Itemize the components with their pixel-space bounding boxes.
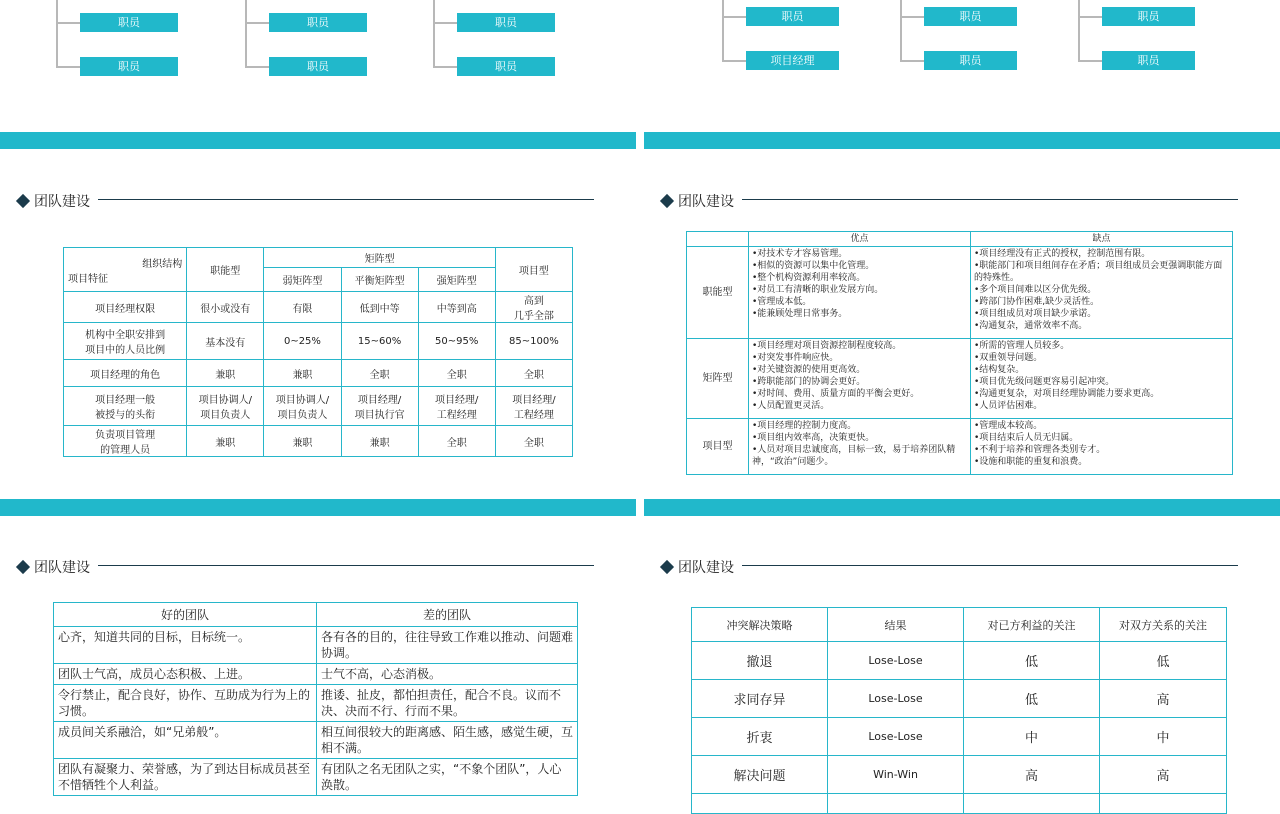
cons-item: •双重领导问题。 bbox=[974, 353, 1043, 363]
row-label-line: 项目经理的角色 bbox=[90, 369, 161, 381]
table-cell: 全职 bbox=[495, 426, 572, 457]
table-row bbox=[687, 419, 1233, 475]
row-type-cell: 职能型 bbox=[687, 247, 749, 339]
diamond-bullet-icon bbox=[16, 560, 30, 574]
pros-item: •能兼顾处理日常事务。 bbox=[752, 309, 848, 319]
row-label-line: 项目中的人员比例 bbox=[85, 345, 166, 356]
header-project: 项目型 bbox=[495, 248, 572, 292]
cons-item: •职能部门和项目组间存在矛盾；项目组成员会更强调职能方面的特殊性。 bbox=[974, 261, 1223, 283]
table-cell: 项目经理/ 工程经理 bbox=[495, 387, 572, 426]
connector-line bbox=[433, 0, 435, 68]
table-cell: 全职 bbox=[341, 360, 418, 387]
table-cell: 低到中等 bbox=[341, 292, 418, 323]
connector-line bbox=[722, 60, 746, 62]
section-title: 团队建设 bbox=[34, 560, 90, 576]
row-label-cell bbox=[64, 387, 187, 426]
row-label-line: 负责项目管理 bbox=[95, 430, 156, 441]
connector-line bbox=[433, 22, 457, 24]
table-cell bbox=[1100, 794, 1227, 814]
cons-item: •所需的管理人员较多。 bbox=[974, 341, 1070, 351]
cons-item: •沟通复杂，通常效率不高。 bbox=[974, 321, 1088, 331]
table-row bbox=[687, 247, 1233, 339]
table-cell: 撤退 bbox=[692, 642, 828, 680]
table-cell: Lose-Lose bbox=[828, 680, 964, 718]
table-cell: 全职 bbox=[495, 360, 572, 387]
table-cell: 兼职 bbox=[264, 360, 341, 387]
corner-bottom-label: 项目特征 bbox=[68, 273, 108, 285]
header-weak-matrix: 弱矩阵型 bbox=[264, 268, 341, 292]
good-team-cell: 成员间关系融洽，如“兄弟般”。 bbox=[54, 722, 317, 759]
table-row bbox=[64, 360, 573, 387]
table-cell: 兼职 bbox=[187, 360, 264, 387]
table-cell: 中等到高 bbox=[418, 292, 495, 323]
cons-item: •设施和职能的重复和浪费。 bbox=[974, 457, 1088, 467]
table-row bbox=[692, 794, 1227, 814]
table-row bbox=[64, 426, 573, 457]
pros-item: •相似的资源可以集中化管理。 bbox=[752, 261, 875, 271]
table-row bbox=[692, 756, 1227, 794]
slide-footer-band bbox=[0, 132, 636, 149]
cons-cell bbox=[971, 247, 1233, 339]
table-cell: 兼职 bbox=[341, 426, 418, 457]
table-row bbox=[64, 292, 573, 323]
org-box-staff: 职员 bbox=[1102, 7, 1195, 26]
table-cell: 低 bbox=[964, 680, 1100, 718]
table-cell: 全职 bbox=[418, 360, 495, 387]
row-label-cell bbox=[64, 360, 187, 387]
connector-line bbox=[1078, 60, 1102, 62]
header-bad-team: 差的团队 bbox=[317, 603, 578, 627]
good-vs-bad-team-table bbox=[53, 602, 578, 796]
table-cell: 解决问题 bbox=[692, 756, 828, 794]
table-cell: 基本没有 bbox=[187, 323, 264, 360]
connector-line bbox=[433, 66, 457, 68]
heading-rule bbox=[742, 199, 1238, 200]
cons-item: •不利于培养和管理各类别专才。 bbox=[974, 445, 1106, 455]
org-box-staff: 职员 bbox=[746, 7, 839, 26]
table-cell: 85~100% bbox=[495, 323, 572, 360]
table-row bbox=[692, 718, 1227, 756]
table-cell: 全职 bbox=[418, 426, 495, 457]
section-title: 团队建设 bbox=[34, 194, 90, 210]
bad-team-cell: 有团队之名无团队之实，“不象个团队”，人心涣散。 bbox=[317, 759, 578, 796]
good-team-cell: 令行禁止，配合良好，协作、互助成为行为上的习惯。 bbox=[54, 685, 317, 722]
header-strategy: 冲突解决策略 bbox=[692, 608, 828, 642]
pros-item: •跨职能部门的协调会更好。 bbox=[752, 377, 866, 387]
org-box-staff: 职员 bbox=[269, 57, 367, 76]
connector-line bbox=[900, 16, 924, 18]
diamond-bullet-icon bbox=[660, 194, 674, 208]
table-row bbox=[64, 323, 573, 360]
table-row bbox=[54, 759, 578, 796]
table-cell: 项目协调人/ 项目负责人 bbox=[264, 387, 341, 426]
table-cell: 很小或没有 bbox=[187, 292, 264, 323]
section-heading bbox=[660, 191, 734, 211]
pros-item: •项目经理对项目资源控制程度较高。 bbox=[752, 341, 902, 351]
row-label-cell bbox=[64, 292, 187, 323]
table-row bbox=[692, 642, 1227, 680]
header-pros: 优点 bbox=[749, 232, 971, 247]
header-matrix: 矩阵型 bbox=[264, 248, 495, 268]
cons-item: •项目结束后人员无归属。 bbox=[974, 433, 1079, 443]
table-cell: Win-Win bbox=[828, 756, 964, 794]
pros-item: •对员工有清晰的职业发展方向。 bbox=[752, 285, 884, 295]
org-box-staff: 职员 bbox=[924, 7, 1017, 26]
section-title: 团队建设 bbox=[678, 194, 734, 210]
table-cell: Lose-Lose bbox=[828, 718, 964, 756]
table-cell: 高到 几乎全部 bbox=[495, 292, 572, 323]
connector-line bbox=[900, 60, 924, 62]
connector-line bbox=[1078, 16, 1102, 18]
pros-item: •项目经理的控制力度高。 bbox=[752, 421, 857, 431]
cons-item: •管理成本较高。 bbox=[974, 421, 1043, 431]
cons-item: •人员评估困难。 bbox=[974, 401, 1043, 411]
org-box-staff: 职员 bbox=[80, 13, 178, 32]
pros-cons-table bbox=[686, 231, 1233, 475]
connector-line bbox=[1078, 0, 1080, 62]
bad-team-cell: 各有各的目的，往往导致工作难以推动、问题难协调。 bbox=[317, 627, 578, 664]
cons-item: •跨部门协作困难,缺少灵活性。 bbox=[974, 297, 1100, 307]
header-balanced-matrix: 平衡矩阵型 bbox=[341, 268, 418, 292]
row-type-cell: 项目型 bbox=[687, 419, 749, 475]
section-heading bbox=[16, 191, 90, 211]
pros-item: •人员对项目忠诚度高，目标一致，易于培养团队精神，“政治”问题少。 bbox=[752, 445, 956, 467]
connector-line bbox=[56, 0, 58, 68]
cons-cell bbox=[971, 419, 1233, 475]
pros-cell bbox=[749, 419, 971, 475]
table-cell: 项目经理/ 工程经理 bbox=[418, 387, 495, 426]
heading-rule bbox=[98, 199, 594, 200]
connector-line bbox=[245, 22, 269, 24]
bad-team-cell: 推诿、扯皮，都怕担责任，配合不良。议而不决、决而不行、行而不果。 bbox=[317, 685, 578, 722]
table-row bbox=[64, 387, 573, 426]
connector-line bbox=[245, 66, 269, 68]
header-own-interest: 对已方利益的关注 bbox=[964, 608, 1100, 642]
table-row bbox=[54, 685, 578, 722]
good-team-cell: 团队有凝聚力、荣誉感，为了到达目标成员甚至不惜牺牲个人利益。 bbox=[54, 759, 317, 796]
org-box-staff: 职员 bbox=[80, 57, 178, 76]
header-functional: 职能型 bbox=[187, 248, 264, 292]
row-label-line: 项目经理权限 bbox=[95, 303, 156, 315]
table-cell bbox=[692, 794, 828, 814]
cons-item: •多个项目间难以区分优先级。 bbox=[974, 285, 1097, 295]
table-cell: 项目协调人/ 项目负责人 bbox=[187, 387, 264, 426]
org-box-staff: 职员 bbox=[924, 51, 1017, 70]
row-label-line: 项目经理一般 bbox=[95, 395, 156, 406]
row-label-line: 的管理人员 bbox=[100, 445, 151, 456]
section-heading bbox=[16, 557, 90, 577]
cons-item: •结构复杂。 bbox=[974, 365, 1025, 375]
slide-footer-band bbox=[644, 132, 1280, 149]
row-label-line: 被授与的头衔 bbox=[95, 410, 156, 421]
connector-line bbox=[722, 16, 746, 18]
table-cell: 高 bbox=[964, 756, 1100, 794]
connector-line bbox=[722, 0, 724, 62]
header-good-team: 好的团队 bbox=[54, 603, 317, 627]
pros-item: •管理成本低。 bbox=[752, 297, 812, 307]
pros-item: •对技术专才容易管理。 bbox=[752, 249, 848, 259]
table-cell: 项目经理/ 项目执行官 bbox=[341, 387, 418, 426]
cons-cell bbox=[971, 339, 1233, 419]
table-cell: 兼职 bbox=[264, 426, 341, 457]
row-label-cell bbox=[64, 323, 187, 360]
row-type-cell: 矩阵型 bbox=[687, 339, 749, 419]
org-box-staff: 职员 bbox=[457, 57, 555, 76]
org-box-project-manager: 项目经理 bbox=[746, 51, 839, 70]
pros-cell bbox=[749, 339, 971, 419]
table-row bbox=[54, 627, 578, 664]
table-row bbox=[687, 339, 1233, 419]
table-cell bbox=[964, 794, 1100, 814]
pros-item: •项目组内效率高，决策更快。 bbox=[752, 433, 875, 443]
table-cell: 高 bbox=[1100, 680, 1227, 718]
slide-footer-band bbox=[0, 499, 636, 516]
heading-rule bbox=[742, 565, 1238, 566]
table-cell: 15~60% bbox=[341, 323, 418, 360]
cons-item: •项目经理没有正式的授权，控制范围有限。 bbox=[974, 249, 1151, 259]
org-box-staff: 职员 bbox=[269, 13, 367, 32]
header-strong-matrix: 强矩阵型 bbox=[418, 268, 495, 292]
corner-header-cell bbox=[64, 248, 187, 292]
heading-rule bbox=[98, 565, 594, 566]
org-structure-comparison-table bbox=[63, 247, 573, 457]
connector-line bbox=[900, 0, 902, 62]
table-cell: 折衷 bbox=[692, 718, 828, 756]
cons-item: •沟通更复杂，对项目经理协调能力要求更高。 bbox=[974, 389, 1160, 399]
table-cell: 求同存异 bbox=[692, 680, 828, 718]
row-label-cell bbox=[64, 426, 187, 457]
cons-item: •项目组成员对项目缺少承诺。 bbox=[974, 309, 1097, 319]
bad-team-cell: 士气不高，心态消极。 bbox=[317, 664, 578, 685]
header-relationship: 对双方关系的关注 bbox=[1100, 608, 1227, 642]
section-heading bbox=[660, 557, 734, 577]
cons-item: •项目优先级问题更容易引起冲突。 bbox=[974, 377, 1115, 387]
table-cell: 低 bbox=[964, 642, 1100, 680]
org-box-staff: 职员 bbox=[457, 13, 555, 32]
org-box-staff: 职员 bbox=[1102, 51, 1195, 70]
pros-item: •对关键资源的使用更高效。 bbox=[752, 365, 866, 375]
pros-item: •人员配置更灵活。 bbox=[752, 401, 830, 411]
table-cell: 50~95% bbox=[418, 323, 495, 360]
table-cell: 低 bbox=[1100, 642, 1227, 680]
row-label-line: 机构中全职安排到 bbox=[85, 330, 166, 341]
pros-item: •对时间、费用、质量方面的平衡会更好。 bbox=[752, 389, 920, 399]
connector-line bbox=[245, 0, 247, 68]
blank-header-cell bbox=[687, 232, 749, 247]
diamond-bullet-icon bbox=[16, 194, 30, 208]
bad-team-cell: 相互间很较大的距离感、陌生感，感觉生硬，互相不满。 bbox=[317, 722, 578, 759]
pros-item: •对突发事件响应快。 bbox=[752, 353, 839, 363]
header-cons: 缺点 bbox=[971, 232, 1233, 247]
corner-top-label: 组织结构 bbox=[142, 258, 183, 270]
table-cell: 中 bbox=[964, 718, 1100, 756]
pros-item: •整个机构资源利用率较高。 bbox=[752, 273, 866, 283]
table-row bbox=[692, 680, 1227, 718]
table-cell: 兼职 bbox=[187, 426, 264, 457]
good-team-cell: 团队士气高，成员心态积极、上进。 bbox=[54, 664, 317, 685]
header-result: 结果 bbox=[828, 608, 964, 642]
table-row bbox=[54, 722, 578, 759]
connector-line bbox=[56, 66, 80, 68]
section-title: 团队建设 bbox=[678, 560, 734, 576]
table-row bbox=[54, 664, 578, 685]
table-cell: 高 bbox=[1100, 756, 1227, 794]
table-cell: 有限 bbox=[264, 292, 341, 323]
conflict-resolution-table bbox=[691, 607, 1227, 814]
table-cell: 0~25% bbox=[264, 323, 341, 360]
table-cell: Lose-Lose bbox=[828, 642, 964, 680]
pros-cell bbox=[749, 247, 971, 339]
slide-footer-band bbox=[644, 499, 1280, 516]
connector-line bbox=[56, 22, 80, 24]
diamond-bullet-icon bbox=[660, 560, 674, 574]
good-team-cell: 心齐，知道共同的目标，目标统一。 bbox=[54, 627, 317, 664]
table-cell bbox=[828, 794, 964, 814]
table-cell: 中 bbox=[1100, 718, 1227, 756]
